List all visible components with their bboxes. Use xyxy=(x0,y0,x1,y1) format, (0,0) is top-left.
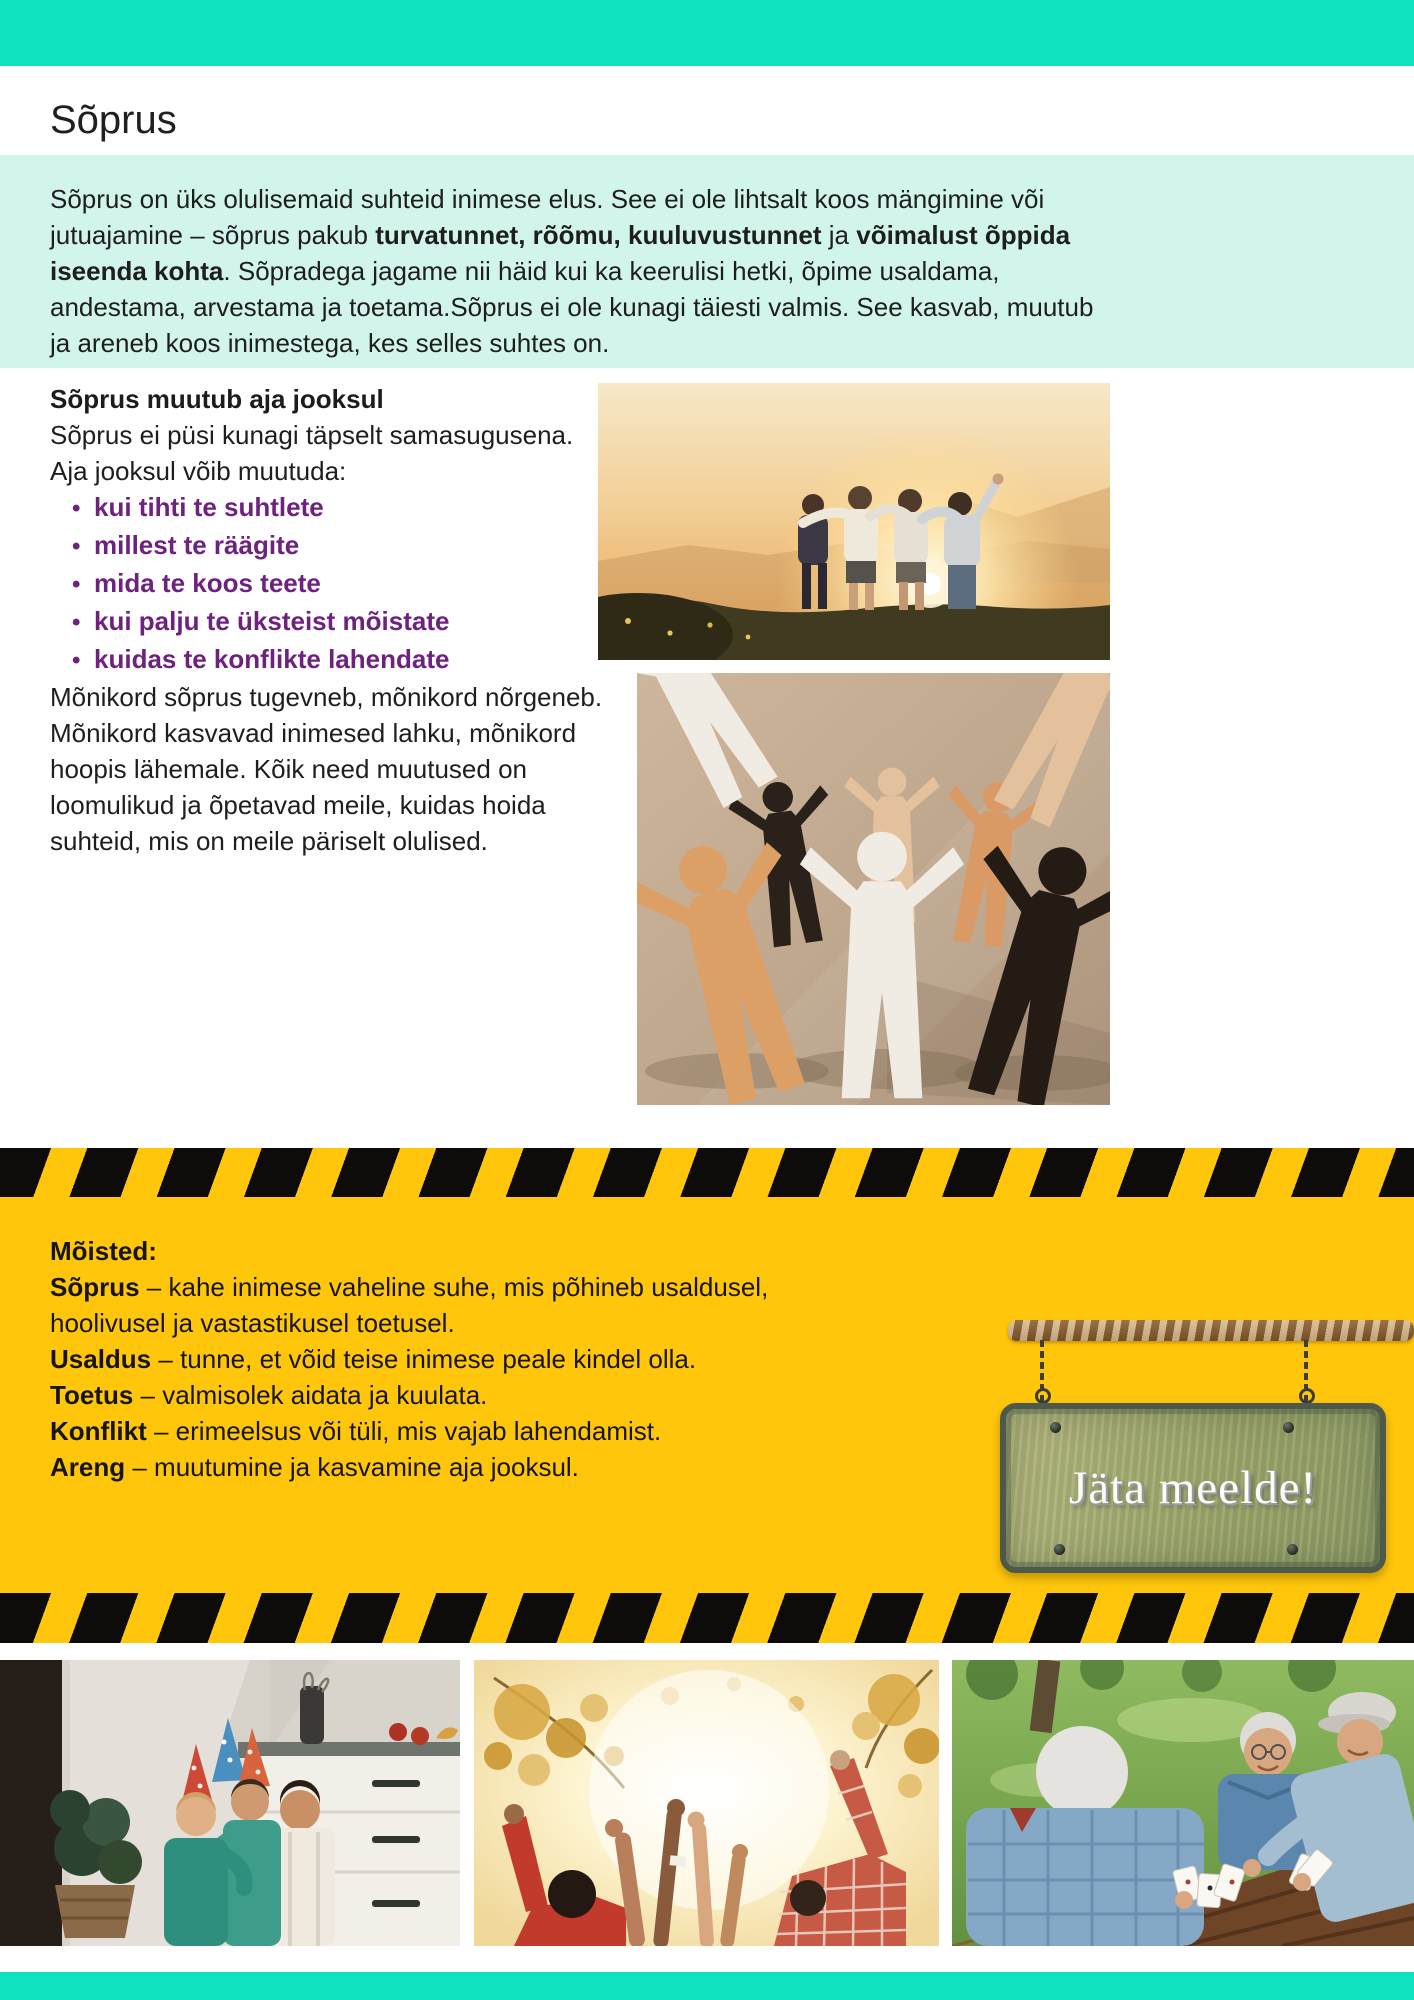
rivet-icon xyxy=(1287,1544,1298,1555)
definition-text: – tunne, et võid teise inimese peale kindel olla. xyxy=(151,1344,697,1374)
paper-people-circle-photo xyxy=(637,673,1110,1105)
intro-text-3: . Sõpradega jagame nii häid kui ka keerulisi hetki, õpime usaldama, andestama, arvestama ja toetama.Sõprus ei ole kunagi täiesti valmis. See kasvab, muutub ja areneb koos inimestega, kes selles suhtes on. xyxy=(50,256,1094,358)
section-heading: Sõprus muutub aja jooksul xyxy=(50,384,384,414)
intro-text-1: Sõprus on üks olulisemaid suhteid inimese elus. See ei ole lihtsalt koos mängimine või jutuajamine – sõprus pakub xyxy=(50,184,1045,250)
bullet-label: kuidas te konflikte lahendate xyxy=(94,644,450,674)
bullet-item xyxy=(50,527,608,565)
definition-item xyxy=(50,1377,790,1413)
definition-item xyxy=(50,1341,790,1377)
seniors-cards-illustration xyxy=(952,1660,1414,1946)
sign-chain-right xyxy=(1304,1340,1308,1404)
section-lead: Sõprus ei püsi kunagi täpselt samasugusena. Aja jooksul võib muutuda: xyxy=(50,420,574,486)
definition-text: – kahe inimese vaheline suhe, mis põhineb usaldusel, hoolivusel ja vastastikusel toetusel. xyxy=(50,1272,769,1338)
definition-item xyxy=(50,1449,790,1485)
hazard-stripe-bottom xyxy=(0,1593,1414,1643)
definition-text: – valmisolek aidata ja kuulata. xyxy=(133,1380,488,1410)
friends-sunset-photo xyxy=(598,383,1110,660)
definitions-section xyxy=(0,1197,1414,1593)
bullet-item xyxy=(50,641,608,679)
bullet-label: kui palju te üksteist mõistate xyxy=(94,606,450,636)
kids-party-photo xyxy=(0,1660,460,1946)
bullet-dot-icon: • xyxy=(72,647,81,674)
intro-bold-1: turvatunnet, rõõmu, kuuluvustunnet xyxy=(375,220,822,250)
intro-paragraph xyxy=(50,181,1105,361)
photo-strip xyxy=(0,1660,1414,1946)
friends-sunset-illustration xyxy=(598,383,1110,660)
definition-term: Toetus xyxy=(50,1380,134,1410)
bullet-item xyxy=(50,489,608,527)
definition-item xyxy=(50,1413,790,1449)
top-accent-bar xyxy=(0,0,1414,66)
rivet-icon xyxy=(1054,1544,1065,1555)
rivet-icon xyxy=(1283,1422,1294,1433)
bullet-item xyxy=(50,603,608,641)
bullet-dot-icon: • xyxy=(72,533,81,560)
bullet-dot-icon: • xyxy=(72,609,81,636)
paper-people-illustration xyxy=(637,673,1110,1105)
rivet-icon xyxy=(1050,1422,1061,1433)
definition-term: Konflikt xyxy=(50,1416,147,1446)
kids-party-illustration xyxy=(0,1660,460,1946)
intro-bold-2: võimalust õppida iseenda kohta xyxy=(50,220,1071,286)
sign-chain-left xyxy=(1040,1340,1044,1404)
page-title: Sõprus xyxy=(50,98,177,142)
definition-term: Usaldus xyxy=(50,1344,152,1374)
hands-raised-photo xyxy=(474,1660,939,1946)
bullet-dot-icon: • xyxy=(72,495,81,522)
intro-text-2: ja xyxy=(821,220,857,250)
intro-box xyxy=(0,155,1414,368)
sign-board xyxy=(1000,1403,1386,1573)
change-section xyxy=(50,381,608,859)
definitions-list xyxy=(50,1233,790,1485)
bottom-accent-bar xyxy=(0,1972,1414,2000)
hands-raised-illustration xyxy=(474,1660,939,1946)
bullet-label: millest te räägite xyxy=(94,530,300,560)
bullet-label: mida te koos teete xyxy=(94,568,321,598)
bullet-item xyxy=(50,565,608,603)
definition-term: Sõprus xyxy=(50,1272,140,1302)
bullet-label: kui tihti te suhtlete xyxy=(94,492,324,522)
seniors-playing-cards-photo xyxy=(952,1660,1414,1946)
section-after-text: Mõnikord sõprus tugevneb, mõnikord nõrgeneb. Mõnikord kasvavad inimesed lahku, mõnikord hoopis lähemale. Kõik need muutused on loomulikud ja õpetavad meile, kuidas hoida suhteid, mis on meile päriselt olulised. xyxy=(50,682,603,856)
definition-text: – muutumine ja kasvamine aja jooksul. xyxy=(125,1452,579,1482)
sign-label: Jäta meelde! xyxy=(1068,1462,1318,1514)
change-bullet-list xyxy=(50,489,608,679)
definition-item xyxy=(50,1269,790,1341)
definition-text: – erimeelsus või tüli, mis vajab lahendamist. xyxy=(146,1416,662,1446)
hazard-stripe-top xyxy=(0,1148,1414,1197)
definitions-heading-label: Mõisted: xyxy=(50,1236,157,1266)
sign-rope xyxy=(1008,1320,1414,1341)
definitions-heading xyxy=(50,1233,790,1269)
definition-term: Areng xyxy=(50,1452,126,1482)
bullet-dot-icon: • xyxy=(72,571,81,598)
